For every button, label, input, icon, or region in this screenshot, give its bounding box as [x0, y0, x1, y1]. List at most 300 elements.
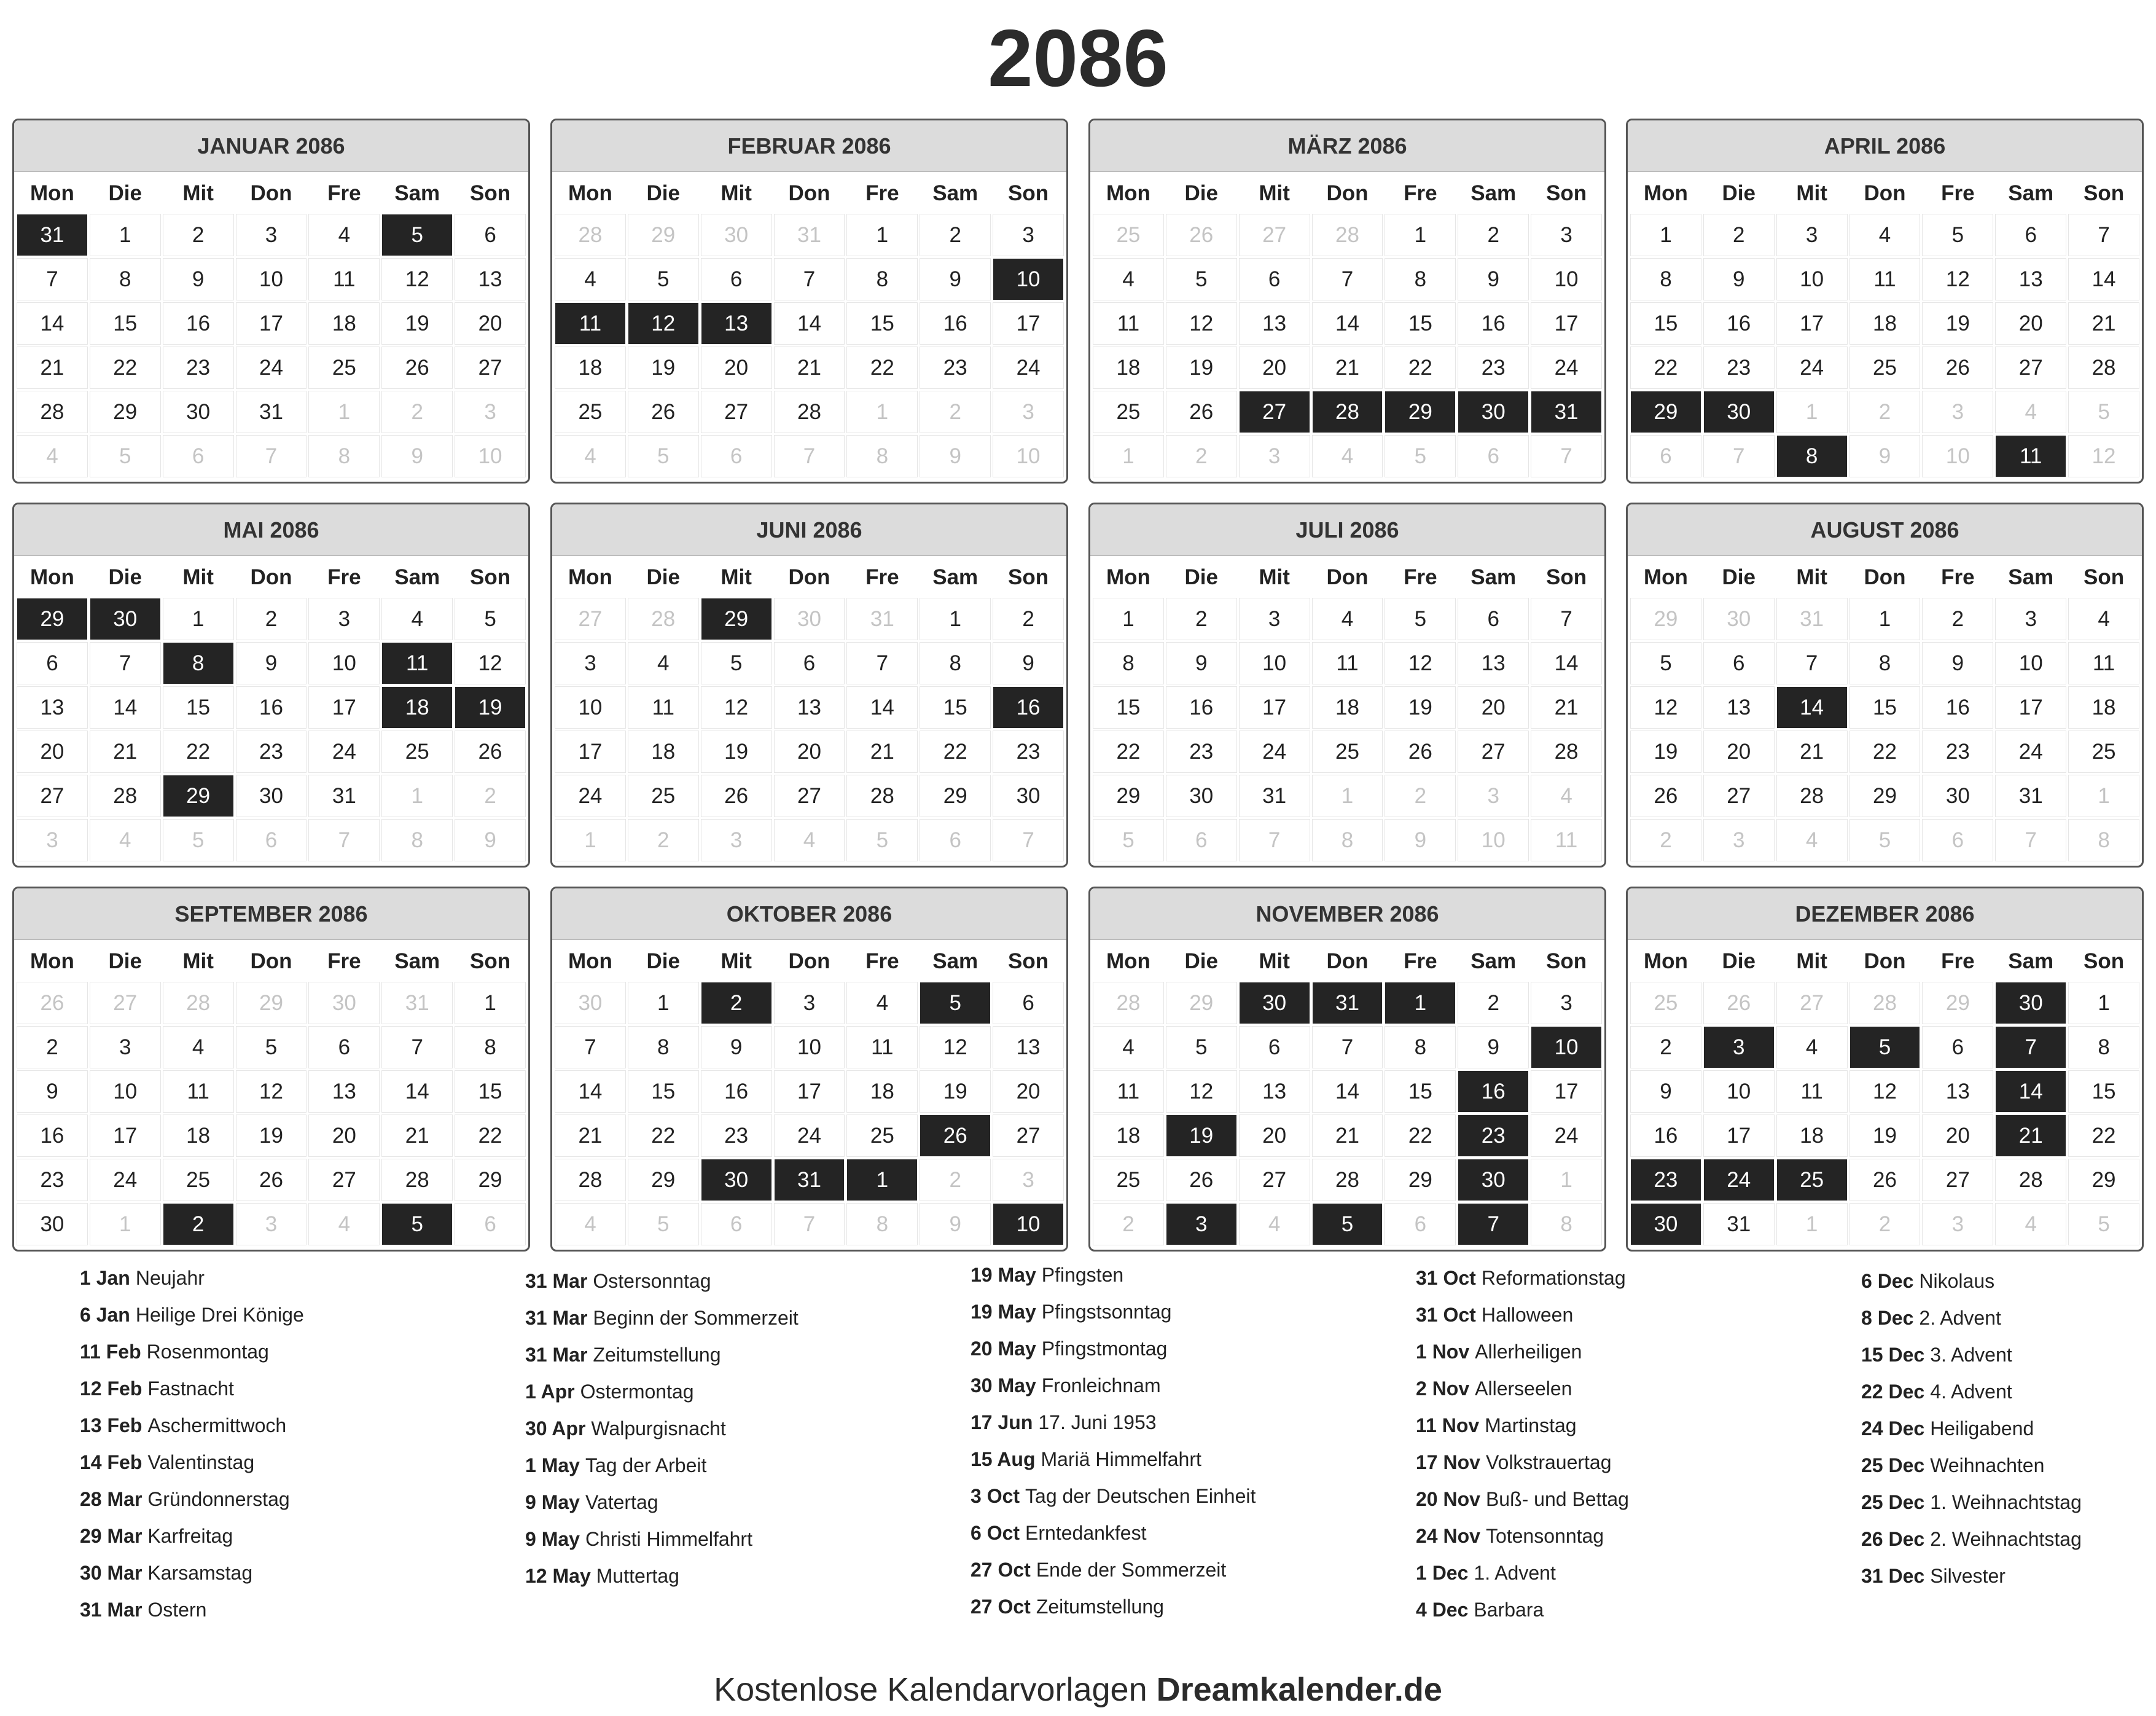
day-cell: 20 — [455, 303, 525, 344]
day-cell-other-month: 9 — [455, 820, 525, 861]
day-cell: 23 — [993, 731, 1063, 772]
day-cell-other-month: 9 — [1385, 820, 1455, 861]
day-cell-highlighted: 19 — [455, 687, 525, 728]
day-cell: 20 — [1704, 731, 1774, 772]
day-cell-other-month: 4 — [1531, 775, 1601, 817]
weekday-label: Don — [1864, 181, 1906, 205]
holiday-date: 31 Dec — [1861, 1565, 1925, 1587]
weekday-label: Mit — [182, 181, 214, 205]
day-cell-other-month: 4 — [1777, 820, 1847, 861]
day-cell: 21 — [1313, 1115, 1383, 1156]
holiday-item — [525, 1484, 943, 1521]
weekday-label: Mon — [29, 949, 74, 973]
day-cell: 9 — [701, 1027, 771, 1068]
day-cell: 29 — [2069, 1159, 2139, 1201]
holiday-item — [525, 1521, 943, 1557]
day-cell-other-month: 29 — [1923, 982, 1993, 1024]
holiday-date: 4 Dec — [1416, 1599, 1469, 1621]
day-cell: 31 — [309, 775, 379, 817]
month-title: FEBRUAR 2086 — [552, 120, 1066, 172]
day-cell: 24 — [555, 775, 625, 817]
day-cell: 11 — [847, 1027, 917, 1068]
day-cell: 22 — [1385, 1115, 1455, 1156]
holiday-date: 2 Nov — [1416, 1377, 1470, 1400]
day-cell: 1 — [847, 214, 917, 256]
day-cell-other-month: 5 — [90, 436, 160, 477]
day-cell: 2 — [1704, 214, 1774, 256]
weekday-label: Son — [2084, 565, 2125, 589]
day-cell: 16 — [1704, 303, 1774, 344]
holiday-date: 24 Nov — [1416, 1525, 1480, 1547]
holiday-name: Ostersonntag — [593, 1270, 711, 1292]
weekday-label: Don — [1326, 565, 1369, 589]
weekday-label: Mon — [1106, 181, 1150, 205]
day-cell: 18 — [1093, 347, 1163, 388]
day-cell: 31 — [1240, 775, 1310, 817]
day-cell: 8 — [847, 259, 917, 300]
weekday-label: Die — [1722, 181, 1756, 205]
day-cell: 11 — [309, 259, 379, 300]
day-cell: 31 — [1704, 1204, 1774, 1245]
day-cell-highlighted: 30 — [701, 1159, 771, 1201]
month-title: JULI 2086 — [1090, 504, 1604, 556]
day-cell-other-month: 3 — [1923, 1204, 1993, 1245]
holiday-date: 12 May — [525, 1565, 591, 1587]
day-cell: 4 — [1093, 1027, 1163, 1068]
day-cell: 5 — [455, 598, 525, 640]
month-days-grid — [14, 172, 528, 477]
holiday-name: 2. Weihnachtstag — [1930, 1528, 2082, 1550]
month-calendar — [1088, 503, 1606, 868]
holiday-name: Pfingstsonntag — [1041, 1301, 1172, 1323]
holiday-date: 9 May — [525, 1491, 580, 1513]
day-cell-highlighted: 30 — [1631, 1204, 1701, 1245]
day-cell: 2 — [163, 214, 233, 256]
day-cell: 1 — [628, 982, 698, 1024]
day-cell: 3 — [1531, 982, 1601, 1024]
day-cell-other-month: 5 — [628, 1204, 698, 1245]
weekday-label: Fre — [1941, 565, 1975, 589]
day-cell-other-month: 1 — [382, 775, 452, 817]
day-cell: 12 — [236, 1071, 307, 1112]
day-cell: 15 — [1850, 687, 1920, 728]
month-calendar — [550, 119, 1068, 484]
day-cell: 24 — [309, 731, 379, 772]
weekday-label: Mit — [1796, 949, 1827, 973]
day-cell: 6 — [1458, 598, 1528, 640]
day-cell: 14 — [1313, 303, 1383, 344]
day-cell-other-month: 2 — [1850, 1204, 1920, 1245]
month-title: OKTOBER 2086 — [552, 888, 1066, 940]
holiday-date: 20 May — [971, 1338, 1036, 1360]
holiday-date: 9 May — [525, 1528, 580, 1550]
day-cell-other-month: 27 — [1240, 214, 1310, 256]
day-cell-other-month: 7 — [1240, 820, 1310, 861]
day-cell: 5 — [628, 259, 698, 300]
weekday-label: Fre — [865, 949, 899, 973]
day-cell-other-month: 3 — [701, 820, 771, 861]
holiday-date: 30 May — [971, 1374, 1036, 1397]
day-cell-other-month: 3 — [17, 820, 87, 861]
day-cell-other-month: 2 — [920, 391, 990, 433]
holiday-date: 27 Oct — [971, 1559, 1031, 1581]
day-cell: 8 — [1093, 643, 1163, 684]
holiday-item — [525, 1557, 943, 1594]
day-cell: 17 — [555, 731, 625, 772]
weekday-label: Don — [1326, 181, 1369, 205]
day-cell: 14 — [2069, 259, 2139, 300]
holiday-item — [80, 1591, 498, 1628]
holiday-date: 1 Jan — [80, 1267, 130, 1289]
holiday-item — [80, 1444, 498, 1481]
day-cell-other-month: 10 — [1458, 820, 1528, 861]
day-cell: 11 — [1093, 1071, 1163, 1112]
holiday-column — [1861, 1263, 2156, 1594]
holiday-date: 26 Dec — [1861, 1528, 1925, 1550]
weekday-label: Fre — [1404, 565, 1437, 589]
day-cell: 4 — [555, 259, 625, 300]
weekday-label: Sam — [1471, 949, 1517, 973]
day-cell: 8 — [90, 259, 160, 300]
day-cell: 12 — [701, 687, 771, 728]
day-cell: 24 — [1531, 347, 1601, 388]
holiday-name: Erntedankfest — [1025, 1522, 1147, 1544]
day-cell-highlighted: 14 — [1777, 687, 1847, 728]
day-cell-highlighted: 23 — [1458, 1115, 1528, 1156]
day-cell-other-month: 4 — [90, 820, 160, 861]
day-cell-other-month: 6 — [455, 1204, 525, 1245]
holiday-name: 4. Advent — [1930, 1381, 2012, 1403]
day-cell-other-month: 5 — [1850, 820, 1920, 861]
day-cell: 9 — [1458, 1027, 1528, 1068]
day-cell: 25 — [309, 347, 379, 388]
weekday-label: Sam — [2008, 181, 2054, 205]
holiday-item — [971, 1478, 1388, 1514]
day-cell: 14 — [555, 1071, 625, 1112]
day-cell: 19 — [1385, 687, 1455, 728]
day-cell-highlighted: 19 — [1166, 1115, 1236, 1156]
day-cell-other-month: 1 — [1777, 391, 1847, 433]
day-cell: 6 — [455, 214, 525, 256]
holiday-item — [1416, 1481, 1834, 1518]
day-cell: 25 — [847, 1115, 917, 1156]
day-cell: 19 — [628, 347, 698, 388]
weekday-label: Die — [108, 181, 142, 205]
day-cell: 23 — [236, 731, 307, 772]
day-cell: 7 — [1313, 1027, 1383, 1068]
holiday-name: Tag der Deutschen Einheit — [1025, 1485, 1256, 1507]
day-cell-other-month: 27 — [90, 982, 160, 1024]
month-days-grid — [1628, 172, 2142, 477]
day-cell: 7 — [2069, 214, 2139, 256]
day-cell: 12 — [1631, 687, 1701, 728]
day-cell-other-month: 27 — [555, 598, 625, 640]
day-cell: 29 — [90, 391, 160, 433]
holiday-name: Silvester — [1930, 1565, 2006, 1587]
day-cell: 24 — [1531, 1115, 1601, 1156]
holiday-item — [1416, 1333, 1834, 1370]
day-cell: 4 — [2069, 598, 2139, 640]
day-cell-highlighted: 31 — [17, 214, 87, 256]
day-cell: 17 — [993, 303, 1063, 344]
month-title: JUNI 2086 — [552, 504, 1066, 556]
day-cell-other-month: 1 — [555, 820, 625, 861]
weekday-label: Mit — [1259, 949, 1290, 973]
holiday-item — [80, 1554, 498, 1591]
day-cell-other-month: 1 — [1777, 1204, 1847, 1245]
holiday-name: Ostern — [147, 1599, 207, 1621]
day-cell-other-month: 7 — [775, 436, 845, 477]
holiday-item — [525, 1373, 943, 1410]
day-cell: 25 — [628, 775, 698, 817]
day-cell: 10 — [236, 259, 307, 300]
holiday-item — [971, 1551, 1388, 1588]
holiday-name: Beginn der Sommerzeit — [593, 1307, 799, 1329]
footer-site-link[interactable]: Dreamkalender.de — [1156, 1671, 1442, 1708]
day-cell-other-month: 7 — [1531, 436, 1601, 477]
holiday-date: 31 Mar — [525, 1307, 588, 1329]
day-cell-highlighted: 3 — [1704, 1027, 1774, 1068]
holiday-name: Zeitumstellung — [1036, 1596, 1164, 1618]
holiday-name: Pfingsten — [1041, 1264, 1124, 1286]
day-cell: 25 — [1093, 1159, 1163, 1201]
day-cell: 7 — [1777, 643, 1847, 684]
day-cell-other-month: 7 — [993, 820, 1063, 861]
day-cell: 7 — [382, 1027, 452, 1068]
day-cell-other-month: 27 — [1777, 982, 1847, 1024]
day-cell: 24 — [993, 347, 1063, 388]
day-cell: 11 — [1850, 259, 1920, 300]
day-cell: 26 — [701, 775, 771, 817]
day-cell: 18 — [1850, 303, 1920, 344]
day-cell: 13 — [309, 1071, 379, 1112]
holiday-item — [1416, 1554, 1834, 1591]
day-cell: 27 — [775, 775, 845, 817]
holiday-date: 1 Apr — [525, 1381, 575, 1403]
day-cell-other-month: 2 — [1631, 820, 1701, 861]
holiday-name: Tag der Arbeit — [585, 1454, 707, 1476]
day-cell: 7 — [90, 643, 160, 684]
day-cell-other-month: 9 — [920, 1204, 990, 1245]
month-days-grid — [552, 556, 1066, 861]
holiday-item — [1861, 1410, 2156, 1447]
day-cell-other-month: 28 — [1093, 982, 1163, 1024]
day-cell: 17 — [1240, 687, 1310, 728]
day-cell-highlighted: 2 — [701, 982, 771, 1024]
holiday-date: 27 Oct — [971, 1596, 1031, 1618]
day-cell-highlighted: 16 — [993, 687, 1063, 728]
day-cell: 22 — [1850, 731, 1920, 772]
month-days-grid — [552, 940, 1066, 1245]
day-cell: 23 — [1704, 347, 1774, 388]
day-cell-other-month: 2 — [1850, 391, 1920, 433]
holiday-name: Aschermittwoch — [147, 1414, 287, 1436]
holiday-item — [1416, 1518, 1834, 1554]
month-title: SEPTEMBER 2086 — [14, 888, 528, 940]
day-cell: 18 — [555, 347, 625, 388]
weekday-label: Sam — [932, 949, 978, 973]
day-cell-other-month: 4 — [1313, 436, 1383, 477]
month-calendar — [12, 887, 530, 1252]
day-cell-other-month: 26 — [1166, 214, 1236, 256]
day-cell: 29 — [920, 775, 990, 817]
holiday-name: Volkstrauertag — [1485, 1451, 1612, 1473]
month-days-grid — [1628, 556, 2142, 861]
day-cell: 19 — [1166, 347, 1236, 388]
weekday-label: Son — [2084, 181, 2125, 205]
day-cell: 19 — [701, 731, 771, 772]
weekday-label: Die — [108, 565, 142, 589]
day-cell: 4 — [163, 1027, 233, 1068]
day-cell: 25 — [555, 391, 625, 433]
holiday-name: Barbara — [1474, 1599, 1544, 1621]
day-cell: 12 — [1385, 643, 1455, 684]
weekday-label: Son — [470, 565, 511, 589]
day-cell: 4 — [1313, 598, 1383, 640]
day-cell: 20 — [17, 731, 87, 772]
day-cell: 1 — [1385, 214, 1455, 256]
day-cell: 28 — [555, 1159, 625, 1201]
day-cell: 26 — [455, 731, 525, 772]
day-cell: 18 — [2069, 687, 2139, 728]
day-cell: 15 — [920, 687, 990, 728]
day-cell: 3 — [555, 643, 625, 684]
day-cell-highlighted: 31 — [775, 1159, 845, 1201]
day-cell: 13 — [455, 259, 525, 300]
day-cell-other-month: 28 — [1313, 214, 1383, 256]
day-cell-other-month: 3 — [1240, 436, 1310, 477]
day-cell: 15 — [1093, 687, 1163, 728]
day-cell: 11 — [163, 1071, 233, 1112]
holiday-name: 3. Advent — [1930, 1344, 2012, 1366]
holiday-item — [525, 1447, 943, 1484]
holiday-name: Vatertag — [585, 1491, 658, 1513]
day-cell: 5 — [1166, 1027, 1236, 1068]
day-cell: 1 — [920, 598, 990, 640]
day-cell: 3 — [236, 214, 307, 256]
day-cell: 14 — [382, 1071, 452, 1112]
day-cell: 18 — [1093, 1115, 1163, 1156]
day-cell-highlighted: 10 — [993, 259, 1063, 300]
holiday-date: 25 Dec — [1861, 1454, 1925, 1476]
day-cell: 13 — [1240, 303, 1310, 344]
day-cell: 20 — [1240, 347, 1310, 388]
day-cell: 28 — [90, 775, 160, 817]
day-cell: 15 — [2069, 1071, 2139, 1112]
day-cell-other-month: 2 — [1166, 436, 1236, 477]
holiday-name: Gründonnerstag — [147, 1488, 290, 1510]
month-title: NOVEMBER 2086 — [1090, 888, 1604, 940]
day-cell: 22 — [1631, 347, 1701, 388]
day-cell: 5 — [1166, 259, 1236, 300]
weekday-label: Die — [1184, 949, 1218, 973]
day-cell: 9 — [993, 643, 1063, 684]
day-cell: 3 — [309, 598, 379, 640]
day-cell: 8 — [2069, 1027, 2139, 1068]
weekday-label: Don — [250, 565, 292, 589]
day-cell: 8 — [1385, 1027, 1455, 1068]
holiday-item — [971, 1404, 1388, 1441]
weekday-label: Fre — [327, 949, 361, 973]
weekday-label: Son — [1008, 949, 1049, 973]
holiday-date: 6 Dec — [1861, 1270, 1914, 1292]
holiday-item — [1416, 1370, 1834, 1407]
holiday-date: 11 Nov — [1416, 1414, 1480, 1436]
day-cell: 12 — [1850, 1071, 1920, 1112]
holiday-name: 17. Juni 1953 — [1038, 1411, 1157, 1433]
day-cell: 3 — [90, 1027, 160, 1068]
day-cell: 2 — [1166, 598, 1236, 640]
day-cell-other-month: 6 — [1385, 1204, 1455, 1245]
day-cell: 20 — [1996, 303, 2066, 344]
day-cell: 14 — [90, 687, 160, 728]
day-cell: 26 — [236, 1159, 307, 1201]
day-cell-highlighted: 30 — [1458, 391, 1528, 433]
day-cell: 9 — [1458, 259, 1528, 300]
weekday-label: Don — [788, 949, 830, 973]
day-cell: 28 — [1531, 731, 1601, 772]
holiday-date: 30 Apr — [525, 1417, 586, 1440]
holiday-name: Fastnacht — [147, 1377, 234, 1400]
day-cell: 27 — [701, 391, 771, 433]
holiday-item — [80, 1296, 498, 1333]
day-cell-other-month: 29 — [1166, 982, 1236, 1024]
day-cell: 5 — [1631, 643, 1701, 684]
day-cell: 19 — [920, 1071, 990, 1112]
day-cell-other-month: 3 — [236, 1204, 307, 1245]
day-cell: 16 — [163, 303, 233, 344]
holiday-item — [971, 1367, 1388, 1404]
day-cell: 23 — [17, 1159, 87, 1201]
weekday-label: Don — [1864, 565, 1906, 589]
day-cell-other-month: 8 — [382, 820, 452, 861]
day-cell: 11 — [2069, 643, 2139, 684]
weekday-label: Mit — [1259, 565, 1290, 589]
day-cell: 14 — [1313, 1071, 1383, 1112]
day-cell-other-month: 31 — [847, 598, 917, 640]
day-cell: 20 — [1458, 687, 1528, 728]
day-cell: 3 — [1777, 214, 1847, 256]
day-cell-other-month: 31 — [382, 982, 452, 1024]
weekday-label: Mon — [29, 181, 74, 205]
year-title: 2086 — [988, 13, 1168, 103]
holiday-item — [971, 1514, 1388, 1551]
day-cell: 30 — [163, 391, 233, 433]
day-cell: 12 — [455, 643, 525, 684]
day-cell: 28 — [1313, 1159, 1383, 1201]
day-cell: 27 — [1458, 731, 1528, 772]
holiday-item — [1861, 1484, 2156, 1521]
day-cell: 25 — [163, 1159, 233, 1201]
day-cell: 4 — [309, 214, 379, 256]
day-cell: 13 — [993, 1027, 1063, 1068]
month-calendar — [550, 887, 1068, 1252]
holiday-date: 14 Feb — [80, 1451, 143, 1473]
day-cell: 28 — [17, 391, 87, 433]
day-cell-other-month: 3 — [993, 391, 1063, 433]
day-cell: 18 — [628, 731, 698, 772]
month-days-grid — [1090, 940, 1604, 1245]
day-cell: 14 — [1531, 643, 1601, 684]
day-cell-other-month: 6 — [701, 436, 771, 477]
day-cell-other-month: 6 — [1923, 820, 1993, 861]
weekday-label: Mon — [1643, 181, 1688, 205]
holiday-name: Heilige Drei Könige — [135, 1304, 304, 1326]
holiday-name: Walpurgisnacht — [591, 1417, 726, 1440]
day-cell: 12 — [1923, 259, 1993, 300]
holiday-name: Buß- und Bettag — [1485, 1488, 1629, 1510]
day-cell: 22 — [628, 1115, 698, 1156]
